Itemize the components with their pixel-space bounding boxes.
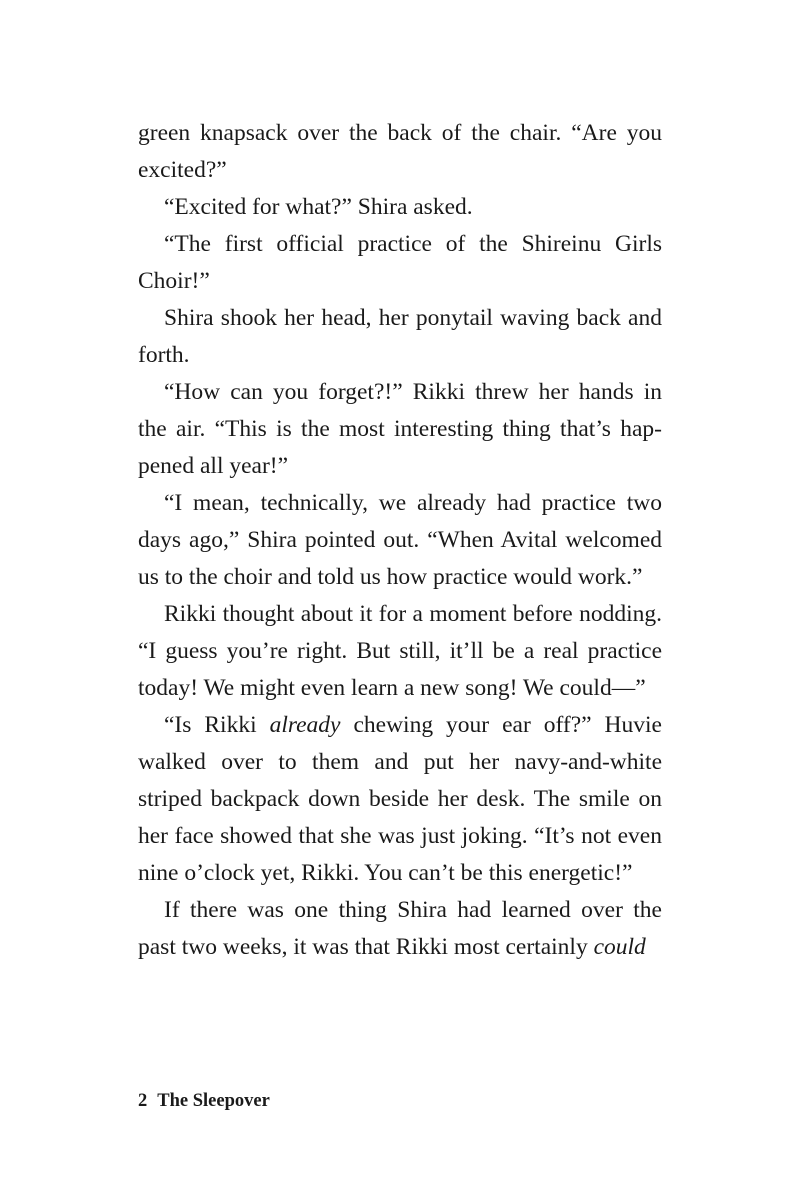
page-number: 2 [138, 1091, 148, 1111]
paragraph [138, 226, 662, 300]
paragraph [138, 189, 662, 226]
paragraph [138, 374, 662, 485]
paragraph-text: chewing your ear off?” Huvie walked over to them and put her navy-and-white striped backpack down beside her desk. The smile on her face showed that she was just joking. “It’s not even nine o’clock yet, Rikki. You can’t be this energetic!” [138, 712, 662, 886]
paragraph-text: If there was one thing Shira had learned over the past two weeks, it was that Rikki most certainly [138, 897, 662, 960]
paragraph [138, 892, 662, 966]
paragraph [138, 707, 662, 892]
running-title: The Sleepover [157, 1091, 270, 1111]
paragraph-text: green knapsack over the back of the chair. “Are you excited?” [138, 120, 662, 183]
paragraph-text: Rikki thought about it for a moment before nodding. “I guess you’re right. But still, it’ll be a real practice today! We might even learn a new song! We could—” [138, 601, 662, 701]
body-text [138, 115, 662, 966]
paragraph-text: Shira shook her head, her ponytail waving back and forth. [138, 305, 662, 368]
italic-text: already [269, 712, 341, 738]
paragraph-text: “Is Rikki [164, 712, 270, 738]
paragraph [138, 485, 662, 596]
italic-text: could [593, 934, 646, 960]
paragraph [138, 300, 662, 374]
paragraph [138, 596, 662, 707]
paragraph-text: “The first official practice of the Shireinu Girls Choir!” [138, 231, 662, 294]
paragraph-text: “Excited for what?” Shira asked. [164, 194, 473, 220]
paragraph [138, 115, 662, 189]
paragraph-text: “How can you forget?!” Rikki threw her hands in the air. “This is the most interesting thing that’s happened all year!” [138, 379, 662, 479]
paragraph-text: “I mean, technically, we already had practice two days ago,” Shira pointed out. “When Avital welcomed us to the choir and told us how practice would work.” [138, 490, 662, 590]
page-footer [138, 1089, 270, 1113]
